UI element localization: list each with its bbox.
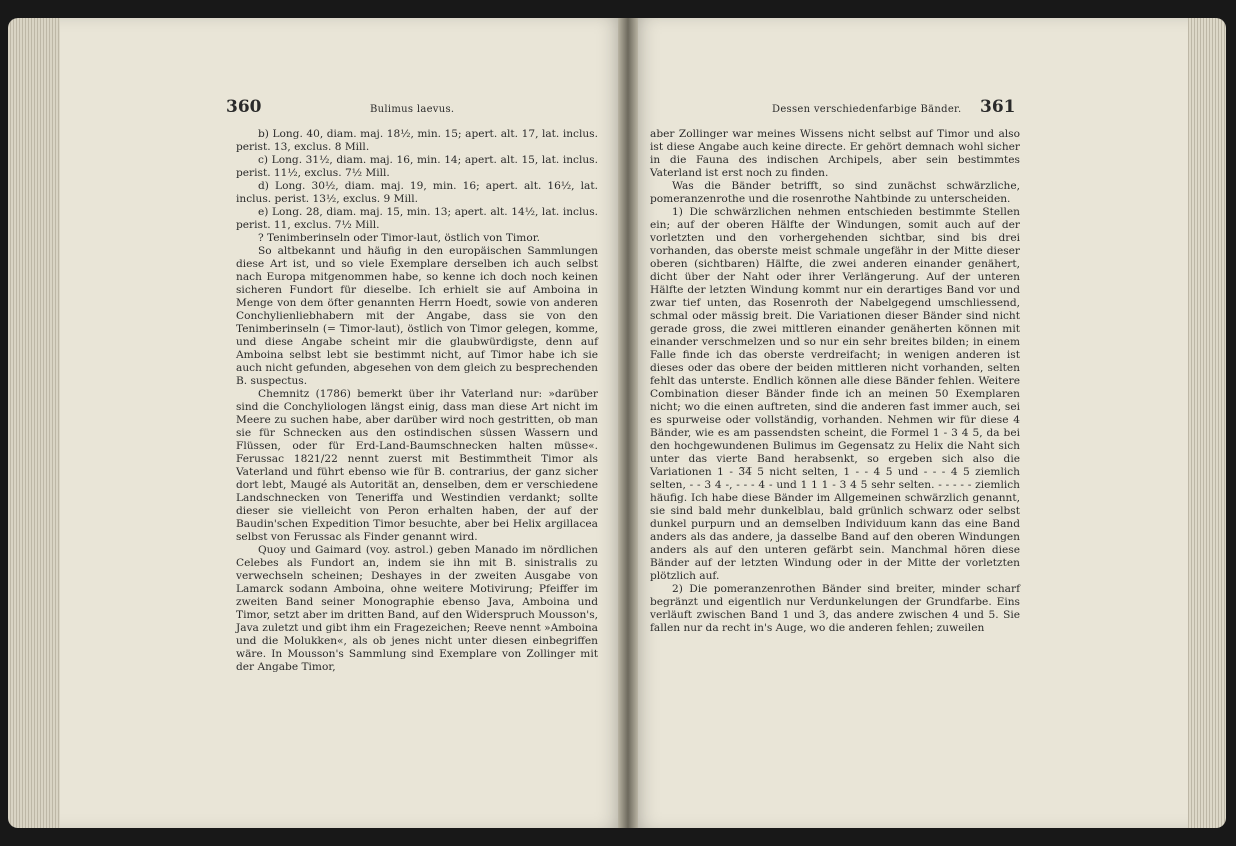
paragraph: 1) Die schwärzlichen nehmen entschieden bestimmte Stellen ein; auf der oberen Hälfte der Windungen, somit auch auf der vorletzten und den vorhergehenden sichtbar, sind bis drei vorhanden, das oberste meist schmale ungefähr in der Mitte dieser oberen (sichtbaren) Hälfte, die zwei anderen einander genähert, dicht über der Naht oder ihrer Verlängerung. Auf der unteren Hälfte der letzten Windung kommt nur ein derartiges Band vor und zwar tief unten, das Rosenroth der Nabelgegend umschliessend, schmal oder mässig breit. Die Variationen dieser Bänder sind nicht gerade gross, die zwei mittleren einander genäherten können mit einander verschmelzen und so nur ein sehr breites bilden; in einem Falle finde ich das oberste verdreifacht; in wenigen anderen ist dieses oder das obere der beiden mittleren nicht vorhanden, selten fehlt das unterste. Endlich können alle diese Bänder fehlen. Weitere Combination dieser Bänder finde ich an meinen 50 Exemplaren nicht; wo die einen auftreten, sind die anderen fast immer auch, sei es spurweise oder vollständig, vorhanden. Nehmen wir für diese 4 Bänder, wie es am passendsten scheint, die Formel 1 - 3 4 5, da bei den hochgewundenen Bulimus im Gegensatz zu Helix die Naht sich unter das vierte Band herabsenkt, so ergeben sich also die Variationen 1 - 3̅4̅ 5 nicht selten, 1 - - 4 5 und - - - 4 5 ziemlich selten, - - 3 4 -, - - - 4 - und 1 1 1 - 3 4 5 sehr selten. - - - - - ziemlich häufig. Ich habe diese Bänder im Allgemeinen schwärzlich genannt, sie sind bald mehr dunkelblau, bald grünlich schwarz oder selbst dunkel purpurn und an demselben Individuum kann das eine Band anders als das andere, ja dasselbe Band auf den oberen Windungen anders als auf den unteren gefärbt sein. Manchmal hören diese Bänder auf der letzten Windung oder in der Mitte der vorletzten plötzlich auf.: [650, 206, 1020, 582]
page-number: 361: [980, 97, 1016, 117]
paragraph: aber Zollinger war meines Wissens nicht selbst auf Timor und also ist diese Angabe auch keine directe. Er gehört demnach wohl sicher in die Fauna des indischen Archipels, aber sein bestimmtes Vaterland ist erst noch zu finden.: [650, 128, 1020, 179]
running-head: Bulimus laevus.: [370, 104, 455, 115]
paragraph: Chemnitz (1786) bemerkt über ihr Vaterland nur: »darüber sind die Conchyliologen längst einig, dass man diese Art nicht im Meere zu suchen habe, aber darüber wird noch gestritten, ob man sie für Schnecken aus den ostindischen süssen Wassern und Flüssen, oder für Erd-Land-Baumschnecken halten müsse«. Ferussac 1821/22 nennt zuerst mit Bestimmtheit Timor als Vaterland und führt ebenso wie für B. contrarius, der ganz sicher dort lebt, Maugé als Autorität an, denselben, dem er verschiedene Landschnecken von Teneriffa und Westindien verdankt; sollte dieser sie vielleicht von Peron erhalten haben, der auf der Baudin'schen Expedition Timor besuchte, aber bei Helix argillacea selbst von Ferussac als Finder genannt wird.: [236, 388, 598, 543]
paragraph: So altbekannt und häufig in den europäischen Sammlungen diese Art ist, und so viele Exemplare derselben ich auch selbst nach Europa mitgenommen habe, so kenne ich doch noch keinen sicheren Fundort für dieselbe. Ich erhielt sie auf Amboina in Menge von dem öfter genannten Herrn Hoedt, sowie von anderen Conchylienliebhabern mit der Angabe, dass sie von den Tenimberinseln (= Timor-laut), östlich von Timor gelegen, komme, und diese Angabe scheint mir die glaubwürdigste, denn auf Amboina selbst lebt sie bestimmt nicht, auf Timor habe ich sie auch nicht gefunden, abgesehen von dem gleich zu besprechenden B. suspectus.: [236, 245, 598, 387]
paragraph: d) Long. 30½, diam. maj. 19, min. 16; apert. alt. 16½, lat. inclus. perist. 13½, exclus. 9 Mill.: [236, 180, 598, 205]
left-page: [60, 18, 628, 828]
left-text-column: [236, 128, 598, 674]
paragraph: Was die Bänder betrifft, so sind zunächst schwärzliche, pomeranzenrothe und die rosenrothe Nahtbinde zu unterscheiden.: [650, 180, 1020, 205]
paragraph: ? Tenimberinseln oder Timor-laut, östlich von Timor.: [258, 232, 540, 244]
right-text-column: [650, 128, 1020, 635]
running-head: Dessen verschiedenfarbige Bänder.: [772, 104, 962, 115]
book-gutter: [618, 18, 638, 828]
paragraph: b) Long. 40, diam. maj. 18½, min. 15; apert. alt. 17, lat. inclus. perist. 13, exclus. 8 Mill.: [236, 128, 598, 153]
right-page: [628, 18, 1188, 828]
paragraph: 2) Die pomeranzenrothen Bänder sind breiter, minder scharf begränzt und eigentlich nur Verdunkelungen der Grundfarbe. Eins verläuft zwischen Band 1 und 3, das andere zwischen 4 und 5. Sie fallen nur da recht in's Auge, wo die anderen fehlen; zuweilen: [650, 583, 1020, 634]
page-number: 360: [226, 97, 262, 117]
paragraph: c) Long. 31½, diam. maj. 16, min. 14; apert. alt. 15, lat. inclus. perist. 11½, exclus. 7½ Mill.: [236, 154, 598, 179]
paragraph: Quoy und Gaimard (voy. astrol.) geben Manado im nördlichen Celebes als Fundort an, indem sie ihn mit B. sinistralis zu verwechseln scheinen; Deshayes in der zweiten Ausgabe von Lamarck sodann Amboina, ohne weitere Motivirung; Pfeiffer im zweiten Band seiner Monographie ebenso Java, Amboina und Timor, setzt aber im dritten Band, auf den Widerspruch Mousson's, Java zuletzt und gibt ihm ein Fragezeichen; Reeve nennt »Amboina und die Molukken«, als ob jenes nicht unter diesen einbegriffen wäre. In Mousson's Sammlung sind Exemplare von Zollinger mit der Angabe Timor,: [236, 544, 598, 673]
paragraph: e) Long. 28, diam. maj. 15, min. 13; apert. alt. 14½, lat. inclus. perist. 11, exclus. 7½ Mill.: [236, 206, 598, 231]
